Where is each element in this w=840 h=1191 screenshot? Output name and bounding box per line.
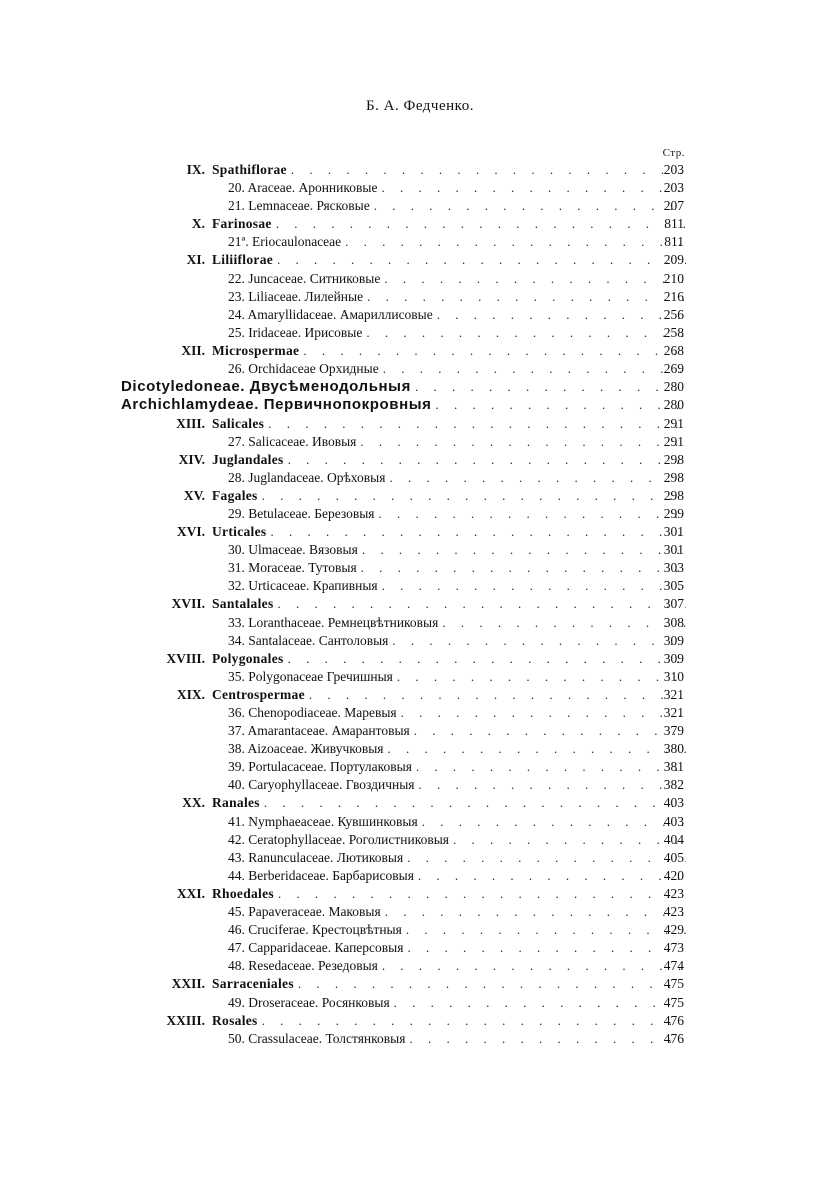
toc-entry-fam xyxy=(0,939,840,957)
page-number: 299 xyxy=(663,505,684,521)
toc-entry-fam xyxy=(0,233,840,251)
entry-title: 24. Amaryllidaceae. Амариллисовые xyxy=(228,306,433,322)
toc-entry-fam xyxy=(0,541,840,559)
toc-entry-fam xyxy=(0,722,840,740)
page-number: 203 xyxy=(663,162,684,177)
toc-entry-fam xyxy=(0,306,840,324)
table-of-contents xyxy=(0,161,840,1048)
page-number: 474 xyxy=(663,958,684,974)
toc-entry-fam xyxy=(0,559,840,577)
entry-title: 30. Ulmaceae. Вязовыя xyxy=(228,542,358,558)
toc-entry-fam xyxy=(0,1030,840,1048)
dot-leader xyxy=(345,233,686,251)
page-number: 207 xyxy=(663,198,684,214)
entry-title: 45. Papaveraceae. Маковыя xyxy=(228,904,381,920)
toc-entry-fam xyxy=(0,921,840,939)
order-number: XII. xyxy=(181,342,205,358)
page-number: 298 xyxy=(663,487,684,503)
entry-title: 38. Aizoaceae. Живучковыя xyxy=(228,741,384,757)
dot-leader xyxy=(298,975,686,993)
entry-title: Polygonales xyxy=(212,650,284,666)
dot-leader xyxy=(262,1012,686,1030)
toc-entry-fam xyxy=(0,776,840,794)
order-number: XX. xyxy=(182,795,205,811)
page-number: 301 xyxy=(663,542,684,558)
toc-entry-fam xyxy=(0,360,840,378)
order-number: XIII. xyxy=(176,415,205,431)
entry-title: Salicales xyxy=(212,415,265,431)
toc-entry-fam xyxy=(0,577,840,595)
page-number: 381 xyxy=(663,759,684,775)
page-number: 382 xyxy=(663,777,684,793)
toc-entry-fam xyxy=(0,324,840,342)
dot-leader xyxy=(366,324,686,342)
toc-entry-fam xyxy=(0,957,840,975)
toc-entry-order xyxy=(0,487,840,505)
order-number: XXI. xyxy=(176,885,205,901)
page-number: 476 xyxy=(663,1030,684,1046)
toc-entry-fam xyxy=(0,813,840,831)
entry-title: 39. Portulacaceae. Портулаковыя xyxy=(228,759,412,775)
page-number: 301 xyxy=(663,524,684,540)
entry-title: 28. Juglandaceae. Орѣховыя xyxy=(228,469,386,485)
toc-entry-fam xyxy=(0,831,840,849)
toc-entry-order xyxy=(0,415,840,433)
page-number: 309 xyxy=(663,650,684,666)
page-number: 209 xyxy=(663,252,684,268)
toc-entry-order xyxy=(0,885,840,903)
dot-leader xyxy=(362,541,686,559)
order-number: XV. xyxy=(183,487,205,503)
page-number: 429 xyxy=(663,922,684,938)
toc-entry-order xyxy=(0,251,840,269)
entry-title: 27. Salicaceae. Ивовыя xyxy=(228,433,357,449)
entry-title: Farinosae xyxy=(212,216,272,232)
entry-title: 49. Droseraceae. Росянковыя xyxy=(228,994,390,1010)
entry-title: Rhoedales xyxy=(212,885,274,901)
toc-entry-fam xyxy=(0,758,840,776)
dot-leader xyxy=(278,595,686,613)
toc-entry-fam xyxy=(0,632,840,650)
toc-entry-fam xyxy=(0,994,840,1012)
toc-entry-order xyxy=(0,451,840,469)
entry-title: 37. Amarantaceae. Амарантовыя xyxy=(228,723,410,739)
toc-entry-order xyxy=(0,975,840,993)
page-header: Б. А. Федченко. xyxy=(366,98,474,114)
order-number: XXIII. xyxy=(166,1012,205,1028)
entry-title: Liliiflorae xyxy=(212,252,274,268)
page-number: 268 xyxy=(663,342,684,358)
page-number: 420 xyxy=(663,867,684,883)
toc-entry-fam xyxy=(0,740,840,758)
toc-entry-fam xyxy=(0,179,840,197)
page-number: 210 xyxy=(663,270,684,286)
toc-entry-order xyxy=(0,161,840,179)
dot-leader xyxy=(303,342,686,360)
toc-entry-order xyxy=(0,686,840,704)
page-number: 423 xyxy=(663,904,684,920)
entry-title: 34. Santalaceae. Сантоловыя xyxy=(228,632,389,648)
dot-leader xyxy=(270,523,686,541)
entry-title: 43. Ranunculaceae. Лютиковыя xyxy=(228,849,404,865)
entry-title: 36. Chenopodiaceae. Маревыя xyxy=(228,705,397,720)
entry-title: Microspermae xyxy=(212,342,300,358)
page-number: 811 xyxy=(664,234,684,250)
page-number: 473 xyxy=(663,940,684,956)
page-number: 321 xyxy=(663,686,684,702)
entry-title: 23. Liliaceae. Лилейные xyxy=(228,288,364,304)
entry-title: Archichlamydeae. Первичнопокровныя xyxy=(121,396,432,414)
entry-title: 40. Caryophyllaceae. Гвоздичныя xyxy=(228,777,415,793)
page-number: 403 xyxy=(663,795,684,811)
order-number: XI. xyxy=(186,252,205,268)
entry-title: Rosales xyxy=(212,1012,258,1028)
entry-title: Santalales xyxy=(212,596,274,612)
order-number: XIV. xyxy=(178,451,205,467)
page-number: 280 xyxy=(663,397,684,413)
order-number: XVII. xyxy=(171,596,205,612)
page-number: 380 xyxy=(663,741,684,757)
entry-title: 35. Polygonaceae Гречишныя xyxy=(228,668,393,684)
page-number: 405 xyxy=(663,849,684,865)
dot-leader xyxy=(288,451,686,469)
dot-leader xyxy=(262,487,686,505)
dot-leader xyxy=(278,885,686,903)
toc-entry-order xyxy=(0,342,840,360)
page-number: 269 xyxy=(663,361,684,377)
page-number: 321 xyxy=(663,705,684,720)
dot-leader xyxy=(288,650,686,668)
entry-title: 21. Lemnaceae. Рясковые xyxy=(228,198,370,214)
page-number: 475 xyxy=(663,994,684,1010)
entry-title: Sarraceniales xyxy=(212,976,294,992)
order-number: XVIII. xyxy=(166,650,205,666)
dot-leader xyxy=(276,215,686,233)
page-number: 308 xyxy=(663,614,684,630)
dot-leader xyxy=(291,161,686,179)
dot-leader xyxy=(264,794,686,812)
page-number: 258 xyxy=(663,324,684,340)
toc-entry-big xyxy=(0,378,840,396)
toc-entry-fam xyxy=(0,867,840,885)
toc-entry-big xyxy=(0,396,840,414)
toc-entry-fam xyxy=(0,433,840,451)
order-number: XIX. xyxy=(176,686,205,702)
page-number: 309 xyxy=(663,632,684,648)
toc-entry-fam xyxy=(0,849,840,867)
page-number: 305 xyxy=(663,578,684,594)
dot-leader xyxy=(268,415,686,433)
page-number: 256 xyxy=(663,306,684,322)
page-number: 298 xyxy=(663,451,684,467)
page-number: 811 xyxy=(664,216,684,232)
page-number: 291 xyxy=(663,415,684,431)
entry-title: 29. Betulaceae. Березовыя xyxy=(228,505,375,521)
toc-entry-order xyxy=(0,650,840,668)
toc-entry-fam xyxy=(0,614,840,632)
entry-title: 33. Loranthaceae. Ремнецвѣтниковыя xyxy=(228,614,439,630)
entry-title: 47. Capparidaceae. Каперсовыя xyxy=(228,940,404,956)
toc-entry-fam xyxy=(0,505,840,523)
order-number: X. xyxy=(191,216,205,232)
page-number: 423 xyxy=(663,885,684,901)
entry-title: Dicotyledoneae. Двусѣменодольныя xyxy=(121,378,411,396)
page-number: 298 xyxy=(663,469,684,485)
entry-title: 20. Araceae. Аронниковые xyxy=(228,180,378,196)
toc-entry-fam xyxy=(0,903,840,921)
entry-title: 42. Ceratophyllaceae. Роголистниковыя xyxy=(228,831,449,847)
toc-entry-order xyxy=(0,523,840,541)
toc-entry-fam xyxy=(0,270,840,288)
entry-title: 31. Moraceae. Тутовыя xyxy=(228,560,357,576)
toc-entry-fam xyxy=(0,469,840,487)
page-number: 303 xyxy=(663,560,684,576)
page-number: 216 xyxy=(663,288,684,304)
page-column-label: Стр. xyxy=(662,147,685,159)
entry-title: 26. Orchidaceae Орхидные xyxy=(228,361,379,377)
toc-entry-fam xyxy=(0,197,840,215)
order-number: XXII. xyxy=(171,976,205,992)
page-number: 379 xyxy=(663,723,684,739)
toc-entry-fam xyxy=(0,288,840,306)
entry-title: Centrospermae xyxy=(212,686,305,702)
toc-entry-order xyxy=(0,595,840,613)
toc-entry-order xyxy=(0,794,840,812)
dot-leader xyxy=(277,251,686,269)
entry-title: 32. Urticaceae. Крапивныя xyxy=(228,578,378,594)
entry-title: Fagales xyxy=(212,487,258,503)
entry-title: Urticales xyxy=(212,524,267,540)
page-number: 476 xyxy=(663,1012,684,1028)
entry-title: 22. Juncaceae. Ситниковые xyxy=(228,270,381,286)
page-number: 310 xyxy=(663,668,684,684)
toc-entry-order xyxy=(0,1012,840,1030)
order-number: IX. xyxy=(186,162,205,177)
page-number: 307 xyxy=(663,596,684,612)
entry-title: Juglandales xyxy=(212,451,284,467)
entry-title: 21ª. Eriocaulonaceae xyxy=(228,234,342,250)
toc-entry-fam xyxy=(0,668,840,686)
order-number: XVI. xyxy=(176,524,205,540)
entry-title: 50. Crassulaceae. Толстянковыя xyxy=(228,1030,406,1046)
dot-leader xyxy=(309,686,686,704)
toc-entry-order xyxy=(0,215,840,233)
entry-title: Spathiflorae xyxy=(212,162,287,177)
entry-title: 44. Berberidaceae. Барбарисовыя xyxy=(228,867,414,883)
entry-title: 25. Iridaceae. Ирисовые xyxy=(228,324,363,340)
page-number: 403 xyxy=(663,813,684,829)
toc-entry-fam xyxy=(0,704,840,722)
page-number: 475 xyxy=(663,976,684,992)
page-number: 291 xyxy=(663,433,684,449)
dot-leader xyxy=(360,433,686,451)
entry-title: 48. Resedaceae. Резедовыя xyxy=(228,958,378,974)
dot-leader xyxy=(361,559,686,577)
entry-title: Ranales xyxy=(212,795,260,811)
page-number: 280 xyxy=(663,379,684,395)
dot-leader xyxy=(367,288,686,306)
entry-title: 41. Nymphaeaceae. Кувшинковыя xyxy=(228,813,418,829)
page-number: 203 xyxy=(663,180,684,196)
page-number: 404 xyxy=(663,831,684,847)
entry-title: 46. Cruciferae. Крестоцвѣтныя xyxy=(228,922,402,938)
